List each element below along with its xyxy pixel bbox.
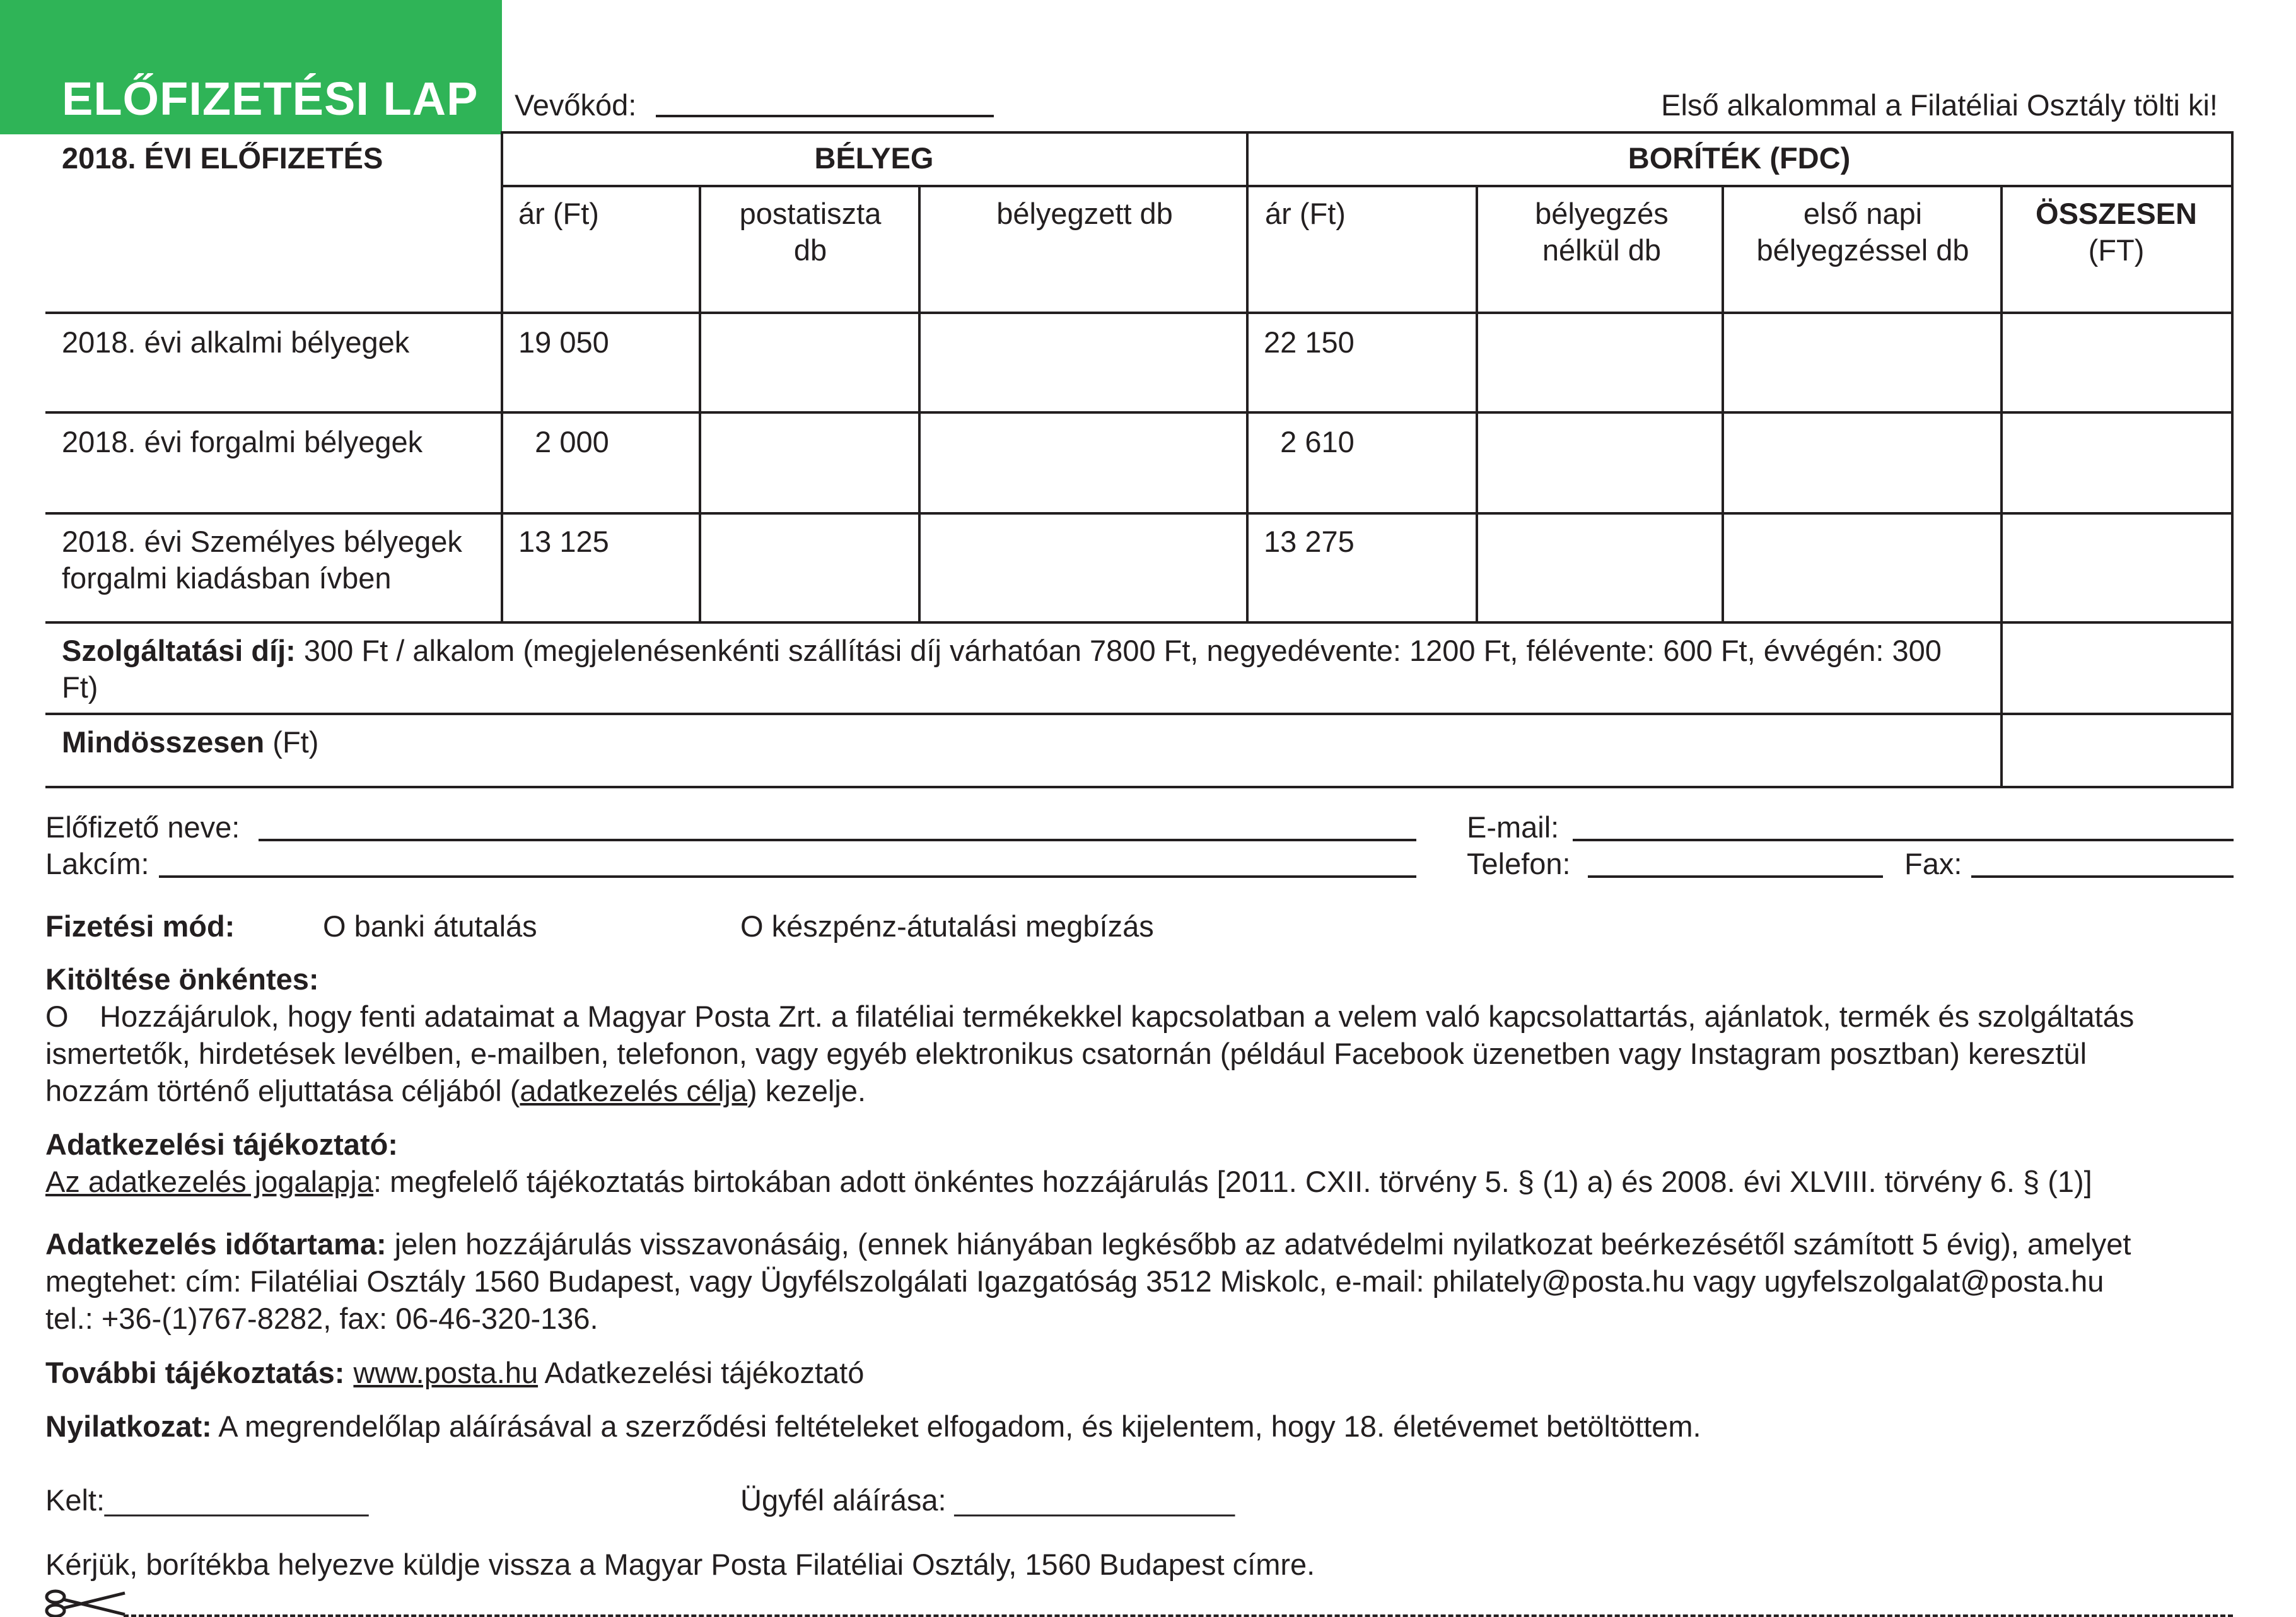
group-header-fdc: BORÍTÉK (FDC): [1628, 141, 1851, 175]
col-header-fdc-price: ár (Ft): [1265, 197, 1346, 230]
duration-line: [45, 1226, 2131, 1263]
col-header-fdc-first-day: első napi bélyegzéssel db: [1756, 197, 1969, 267]
col-header-total-unit: (FT): [2088, 233, 2145, 267]
row-stamp-price: 13 125: [518, 525, 609, 558]
email-label: E-mail:: [1467, 810, 1559, 844]
fax-field[interactable]: [1971, 875, 2234, 878]
service-fee-label: Szolgáltatási díj:: [62, 634, 296, 667]
col-header-fdc-no-cancel: bélyegzés nélkül db: [1535, 197, 1669, 267]
table-line: [699, 185, 701, 622]
legal-basis-link[interactable]: Az adatkezelés jogalapja: [45, 1165, 373, 1198]
legal-basis: [45, 1164, 2092, 1200]
office-note: Első alkalommal a Filatéliai Osztály tölti ki!: [1661, 88, 2218, 122]
subscriber-name-label: Előfizető neve:: [45, 810, 240, 844]
scissors-icon: [44, 1589, 126, 1617]
service-fee-text: 300 Ft / alkalom (megjelenésenkénti szállítási díj várhatóan 7800 Ft, negyedévente: 1200 Ft, félévente: 600 Ft, évvégén: 300 Ft): [62, 634, 1942, 704]
declaration-label: Nyilatkozat:: [45, 1410, 212, 1443]
table-line: [45, 411, 2234, 414]
consent-line: [45, 1073, 866, 1109]
phone-label: Telefon:: [1467, 847, 1571, 880]
duration-label: Adatkezelés időtartama:: [45, 1227, 387, 1261]
form-title: ELŐFIZETÉSI LAP: [62, 73, 479, 125]
col-header-total: ÖSSZESEN: [2036, 197, 2197, 230]
row-label: 2018. évi Személyes bélyegek forgalmi kiadásban ívben: [62, 525, 462, 595]
customer-code-field[interactable]: [656, 115, 994, 117]
table-line: [45, 621, 2234, 624]
table-line: [45, 512, 2234, 515]
further-text: Adatkezelési tájékoztató: [538, 1356, 865, 1389]
row-fdc-price: 2 610: [1264, 425, 1355, 458]
address-field[interactable]: [159, 875, 1416, 878]
date-field[interactable]: Kelt:________________: [45, 1483, 369, 1517]
col-header-stamp-mint: postatiszta db: [739, 197, 882, 267]
table-line: [1246, 131, 1249, 622]
col-header-stamp-cancelled: bélyegzett db: [996, 197, 1173, 230]
table-line: [502, 131, 2234, 134]
row-fdc-price: 13 275: [1264, 525, 1355, 558]
consent-line: ismertetők, hirdetések levélben, e-mailben, telefonon, vagy egyéb elektronikus csatornán (például Facebook üzenetben vagy Instagram posztban) keresztül: [45, 1037, 2087, 1070]
row-stamp-price: 19 050: [518, 325, 609, 359]
purpose-link[interactable]: adatkezelés célja: [520, 1074, 747, 1107]
table-line: [2231, 131, 2234, 787]
return-note: Kérjük, borítékba helyezve küldje vissza a Magyar Posta Filatéliai Osztály, 1560 Budapest címre.: [45, 1548, 1315, 1581]
data-info-title: Adatkezelési tájékoztató:: [45, 1128, 398, 1161]
duration-text: jelen hozzájárulás visszavonásáig, (ennek hiányában legkésőbb az adatvédelmi nyilatkozat beérkezésétől számított 5 évig), amelyet: [386, 1227, 2131, 1261]
table-line: [45, 713, 2234, 715]
table-line: [1722, 185, 1724, 622]
row-label: 2018. évi alkalmi bélyegek: [62, 325, 410, 359]
duration-line: megtehet: cím: Filatéliai Osztály 1560 Budapest, vagy Ügyfélszolgálati Igazgatóság 3512 Miskolc, e-mail: philately@posta.hu vagy ugyfelszolgalat@posta.hu: [45, 1264, 2104, 1298]
table-title: 2018. ÉVI ELŐFIZETÉS: [62, 141, 383, 175]
table-line: [45, 786, 2234, 788]
declaration-text: A megrendelőlap aláírásával a szerződési feltételeket elfogadom, és kijelentem, hogy 18. életévemet betöltöttem.: [211, 1410, 1701, 1443]
payment-option-bank[interactable]: O banki átutalás: [323, 909, 537, 943]
declaration: [45, 1408, 1701, 1445]
further-label: További tájékoztatás:: [45, 1356, 345, 1389]
cut-line: [124, 1614, 2233, 1617]
col-header-stamp-price: ár (Ft): [518, 197, 599, 230]
table-line: [2000, 185, 2003, 787]
voluntary-title: Kitöltése önkéntes:: [45, 962, 319, 996]
service-fee: [62, 633, 1985, 706]
row-fdc-price: 22 150: [1264, 325, 1355, 359]
posta-link[interactable]: www.posta.hu: [353, 1356, 539, 1389]
fax-label: Fax:: [1904, 847, 1962, 880]
further-info: [45, 1355, 864, 1391]
consent-text: ) kezelje.: [747, 1074, 866, 1107]
table-line: [501, 131, 503, 622]
grand-total-label: Mindösszesen: [62, 725, 265, 759]
table-line: [45, 312, 2234, 314]
consent-radio[interactable]: O: [45, 1000, 69, 1033]
legal-basis-text: : megfelelő tájékoztatás birtokában adott önkéntes hozzájárulás [2011. CXII. törvény 5. § (1) a) és 2008. évi XLVIII. törvény 6. § (1)]: [373, 1165, 2092, 1198]
duration-line: tel.: +36-(1)767-8282, fax: 06-46-320-136.: [45, 1302, 598, 1335]
customer-code-label: Vevőkód:: [515, 88, 637, 122]
email-field[interactable]: [1573, 839, 2234, 841]
phone-field[interactable]: [1588, 875, 1883, 878]
consent-line: Hozzájárulok, hogy fenti adataimat a Magyar Posta Zrt. a filatéliai termékekkel kapcsolatban a velem való kapcsolattartás, ajánlatok, termék és szolgáltatás: [100, 1000, 2135, 1033]
table-line: [502, 185, 2234, 187]
group-header-stamp: BÉLYEG: [814, 141, 934, 175]
address-label: Lakcím:: [45, 847, 149, 880]
subscriber-name-field[interactable]: [259, 839, 1416, 841]
consent-text: hozzám történő eljuttatása céljából (: [45, 1074, 520, 1107]
grand-total: [62, 724, 318, 761]
row-stamp-price: 2 000: [518, 425, 609, 458]
row-label: 2018. évi forgalmi bélyegek: [62, 425, 423, 458]
grand-total-unit: (Ft): [264, 725, 319, 759]
table-line: [1476, 185, 1478, 622]
signature-field[interactable]: Ügyfél aláírása: _________________: [740, 1483, 1235, 1517]
payment-label: Fizetési mód:: [45, 909, 235, 943]
table-line: [918, 185, 921, 622]
payment-option-cash[interactable]: O készpénz-átutalási megbízás: [740, 909, 1154, 943]
